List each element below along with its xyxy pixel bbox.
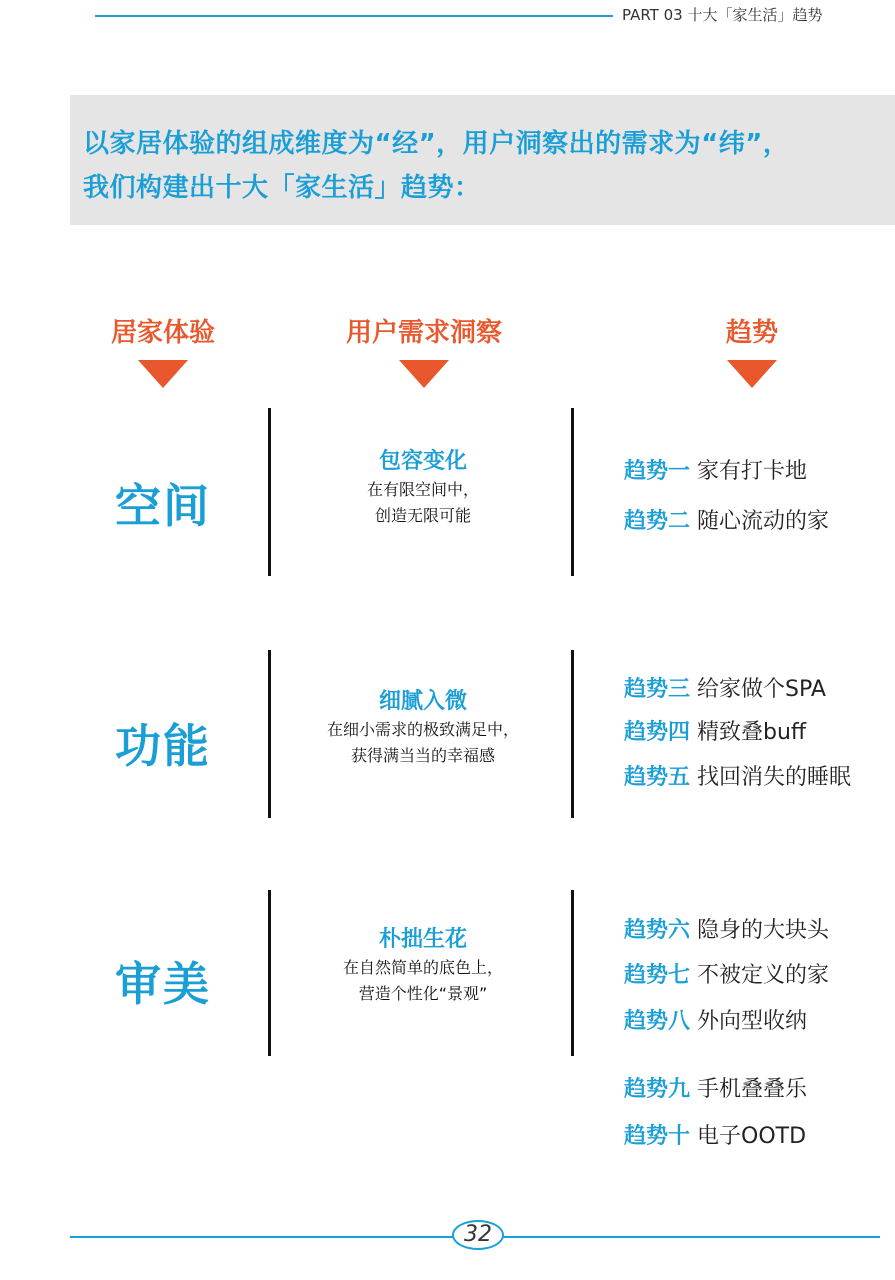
insight-desc-line: 获得满当当的幸福感 [350, 746, 495, 765]
insight-desc-line: 在自然简单的底色上， [342, 958, 503, 977]
insight-block [293, 687, 553, 769]
insight-desc-line: 创造无限可能 [374, 506, 471, 525]
trend-text: 电子OOTD [697, 1124, 807, 1149]
column-header-trend: 趋势 [725, 318, 779, 348]
down-triangle-icon [399, 360, 449, 388]
category-space: 空间 [115, 479, 211, 533]
insight-block [293, 925, 553, 1007]
divider-line [268, 650, 271, 818]
trend-text: 手机叠叠乐 [697, 1077, 808, 1102]
footer-rule-right [502, 1236, 880, 1238]
insight-block [293, 447, 553, 529]
insight-desc-line: 营造个性化“景观” [358, 984, 488, 1003]
trend-label: 趋势一 [624, 459, 691, 484]
trend-label: 趋势五 [624, 765, 691, 790]
trend-item [624, 962, 829, 990]
trend-text: 外向型收纳 [697, 1009, 808, 1034]
section-header: PART 03 十大「家生活」趋势 [622, 6, 823, 24]
trend-item [624, 1076, 807, 1104]
insight-desc-line: 在细小需求的极致满足中， [326, 720, 519, 739]
header-rule [95, 15, 613, 17]
trend-item [624, 764, 851, 792]
insight-desc-line: 在有限空间中， [366, 480, 479, 499]
intro-line-1: 以家居体验的组成维度为“经”，用户洞察出的需求为“纬”， [83, 129, 790, 159]
trend-item [624, 917, 829, 945]
trend-item [624, 719, 806, 747]
page-number: 32 [452, 1220, 504, 1250]
divider-line [268, 890, 271, 1056]
trend-label: 趋势九 [624, 1077, 691, 1102]
trend-text: 精致叠buff [697, 720, 807, 745]
intro-line-2: 我们构建出十大「家生活」趋势： [83, 173, 481, 203]
category-function: 功能 [115, 719, 211, 773]
trend-item [624, 458, 807, 486]
trend-label: 趋势八 [624, 1009, 691, 1034]
trend-label: 趋势十 [624, 1124, 691, 1149]
down-triangle-icon [727, 360, 777, 388]
divider-line [571, 408, 574, 576]
divider-line [571, 650, 574, 818]
trend-item [624, 1008, 807, 1036]
insight-title: 细腻入微 [378, 689, 467, 714]
footer-rule-left [70, 1236, 454, 1238]
column-header-experience: 居家体验 [110, 318, 216, 348]
trend-label: 趋势四 [624, 720, 691, 745]
category-aesthetics: 审美 [115, 957, 211, 1011]
trend-label: 趋势六 [624, 918, 691, 943]
trend-item [624, 676, 826, 704]
insight-title: 包容变化 [378, 449, 467, 474]
trend-label: 趋势三 [624, 677, 691, 702]
trend-text: 不被定义的家 [697, 963, 830, 988]
trend-text: 随心流动的家 [697, 509, 830, 534]
trend-item [624, 1123, 806, 1151]
trend-text: 家有打卡地 [697, 459, 808, 484]
insight-title: 朴拙生花 [378, 927, 467, 952]
divider-line [571, 890, 574, 1056]
trend-item [624, 508, 829, 536]
intro-box [70, 95, 895, 225]
down-triangle-icon [138, 360, 188, 388]
divider-line [268, 408, 271, 576]
trend-text: 找回消失的睡眠 [697, 765, 852, 790]
trend-text: 隐身的大块头 [697, 918, 830, 943]
trend-label: 趋势二 [624, 509, 691, 534]
column-header-insight: 用户需求洞察 [345, 318, 503, 348]
trend-label: 趋势七 [624, 963, 691, 988]
trend-text: 给家做个SPA [697, 677, 826, 702]
